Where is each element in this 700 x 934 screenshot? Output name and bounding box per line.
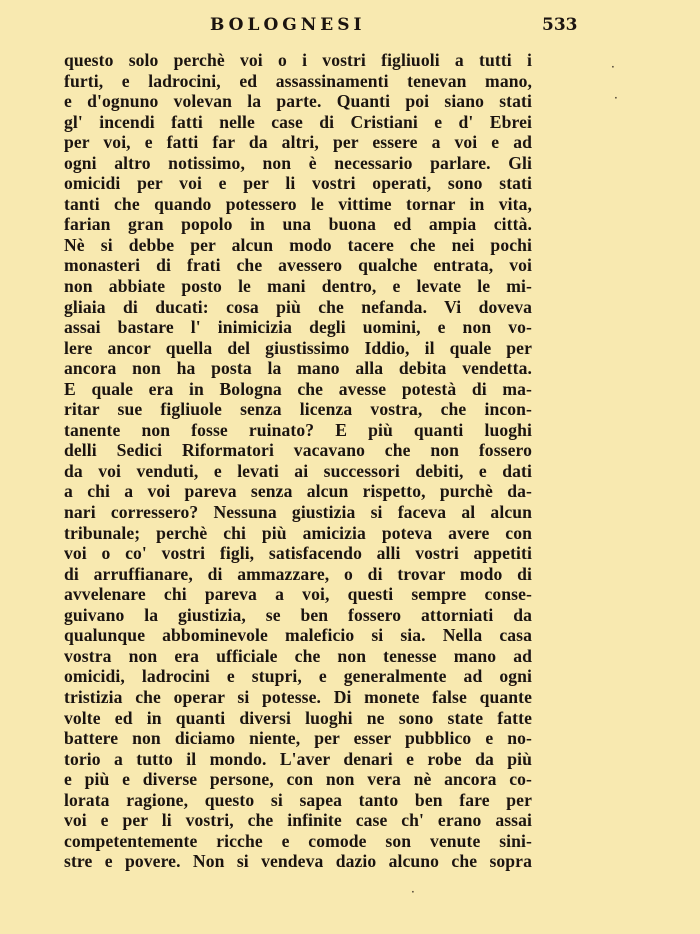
text-line: ancora non ha posta la mano alla debita vendetta. bbox=[64, 358, 532, 379]
text-line: da voi venduti, e levati ai successori debiti, e dati bbox=[64, 460, 532, 481]
running-title: BOLOGNESI bbox=[210, 15, 366, 35]
text-line: omicidi, ladrocini e stupri, e generalmente ad ogni bbox=[64, 666, 532, 687]
text-line: monasteri di frati che avessero qualche entrata, voi bbox=[64, 255, 532, 276]
page-number: 533 bbox=[542, 15, 578, 35]
text-line: battere non diciamo niente, per esser pubblico e no- bbox=[64, 728, 532, 749]
text-line: assai bastare l' inimicizia degli uomini, e non vo- bbox=[64, 317, 532, 338]
text-line: e più e diverse persone, con non vera nè ancora co- bbox=[64, 769, 532, 790]
text-line: voi o co' vostri figli, satisfacendo alli vostri appetiti bbox=[64, 543, 532, 564]
text-line: guivano la giustizia, se ben fossero attorniati da bbox=[64, 604, 532, 625]
text-line: farian gran popolo in una buona ed ampia città. bbox=[64, 214, 532, 235]
text-line: vostra non era ufficiale che non tenesse mano ad bbox=[64, 645, 532, 666]
text-line: competentemente ricche e comode son venute sini- bbox=[64, 830, 532, 851]
text-line: questo solo perchè voi o i vostri figliuoli a tutti i bbox=[64, 50, 532, 70]
text-line: torio a tutto il mondo. L'aver denari e robe da più bbox=[64, 748, 532, 769]
running-head bbox=[64, 14, 578, 40]
text-line: a chi a voi pareva senza alcun rispetto, purchè da- bbox=[64, 481, 532, 502]
text-line: lorata ragione, questo si sapea tanto ben fare per bbox=[64, 789, 532, 810]
margin-speck: · bbox=[411, 885, 415, 899]
text-line: di arruffianare, di ammazzare, o di trovar modo di bbox=[64, 563, 532, 584]
margin-speck: · bbox=[614, 91, 618, 105]
text-line: non abbiate posto le mani dentro, e levate le mi- bbox=[64, 276, 532, 297]
text-line: ritar sue figliuole senza licenza vostra, che incon- bbox=[64, 399, 532, 420]
text-line: delli Sedici Riformatori vacavano che non fossero bbox=[64, 440, 532, 461]
text-line: tristizia che operar si potesse. Di monete false quante bbox=[64, 686, 532, 707]
text-line: qualunque abbominevole maleficio si sia. Nella casa bbox=[64, 625, 532, 646]
text-line: nari corressero? Nessuna giustizia si faceva al alcun bbox=[64, 502, 532, 523]
text-line: E quale era in Bologna che avesse potestà di ma- bbox=[64, 378, 532, 399]
text-line: per voi, e fatti far da altri, per essere a voi e ad bbox=[64, 132, 532, 153]
text-line: e d'ognuno volevan la parte. Quanti poi siano stati bbox=[64, 91, 532, 112]
text-line: volte ed in quanti diversi luoghi ne sono state fatte bbox=[64, 707, 532, 728]
body-text bbox=[64, 50, 532, 872]
text-line: tanti che quando potessero le vittime tornar in vita, bbox=[64, 193, 532, 214]
text-line: gl' incendi fatti nelle case di Cristiani e d' Ebrei bbox=[64, 111, 532, 132]
text-line: tribunale; perchè chi più amicizia poteva avere con bbox=[64, 522, 532, 543]
text-line: voi e per li vostri, che infinite case ch' erano assai bbox=[64, 810, 532, 831]
text-line: avvelenare chi pareva a voi, questi sempre conse- bbox=[64, 584, 532, 605]
text-line: ogni altro notissimo, non è necessario parlare. Gli bbox=[64, 152, 532, 173]
text-line: Nè si debbe per alcun modo tacere che nei pochi bbox=[64, 234, 532, 255]
text-line: omicidi per voi e per li vostri operati, sono stati bbox=[64, 173, 532, 194]
margin-speck: · bbox=[611, 60, 615, 74]
text-line: lere ancor quella del giustissimo Iddio, il quale per bbox=[64, 337, 532, 358]
text-line: gliaia di ducati: cosa più che nefanda. Vi doveva bbox=[64, 296, 532, 317]
text-line: tanente non fosse ruinato? E più quanti luoghi bbox=[64, 419, 532, 440]
text-line: stre e povere. Non si vendeva dazio alcuno che sopra bbox=[64, 851, 532, 872]
text-line: furti, e ladrocini, ed assassinamenti tenevan mano, bbox=[64, 70, 532, 91]
